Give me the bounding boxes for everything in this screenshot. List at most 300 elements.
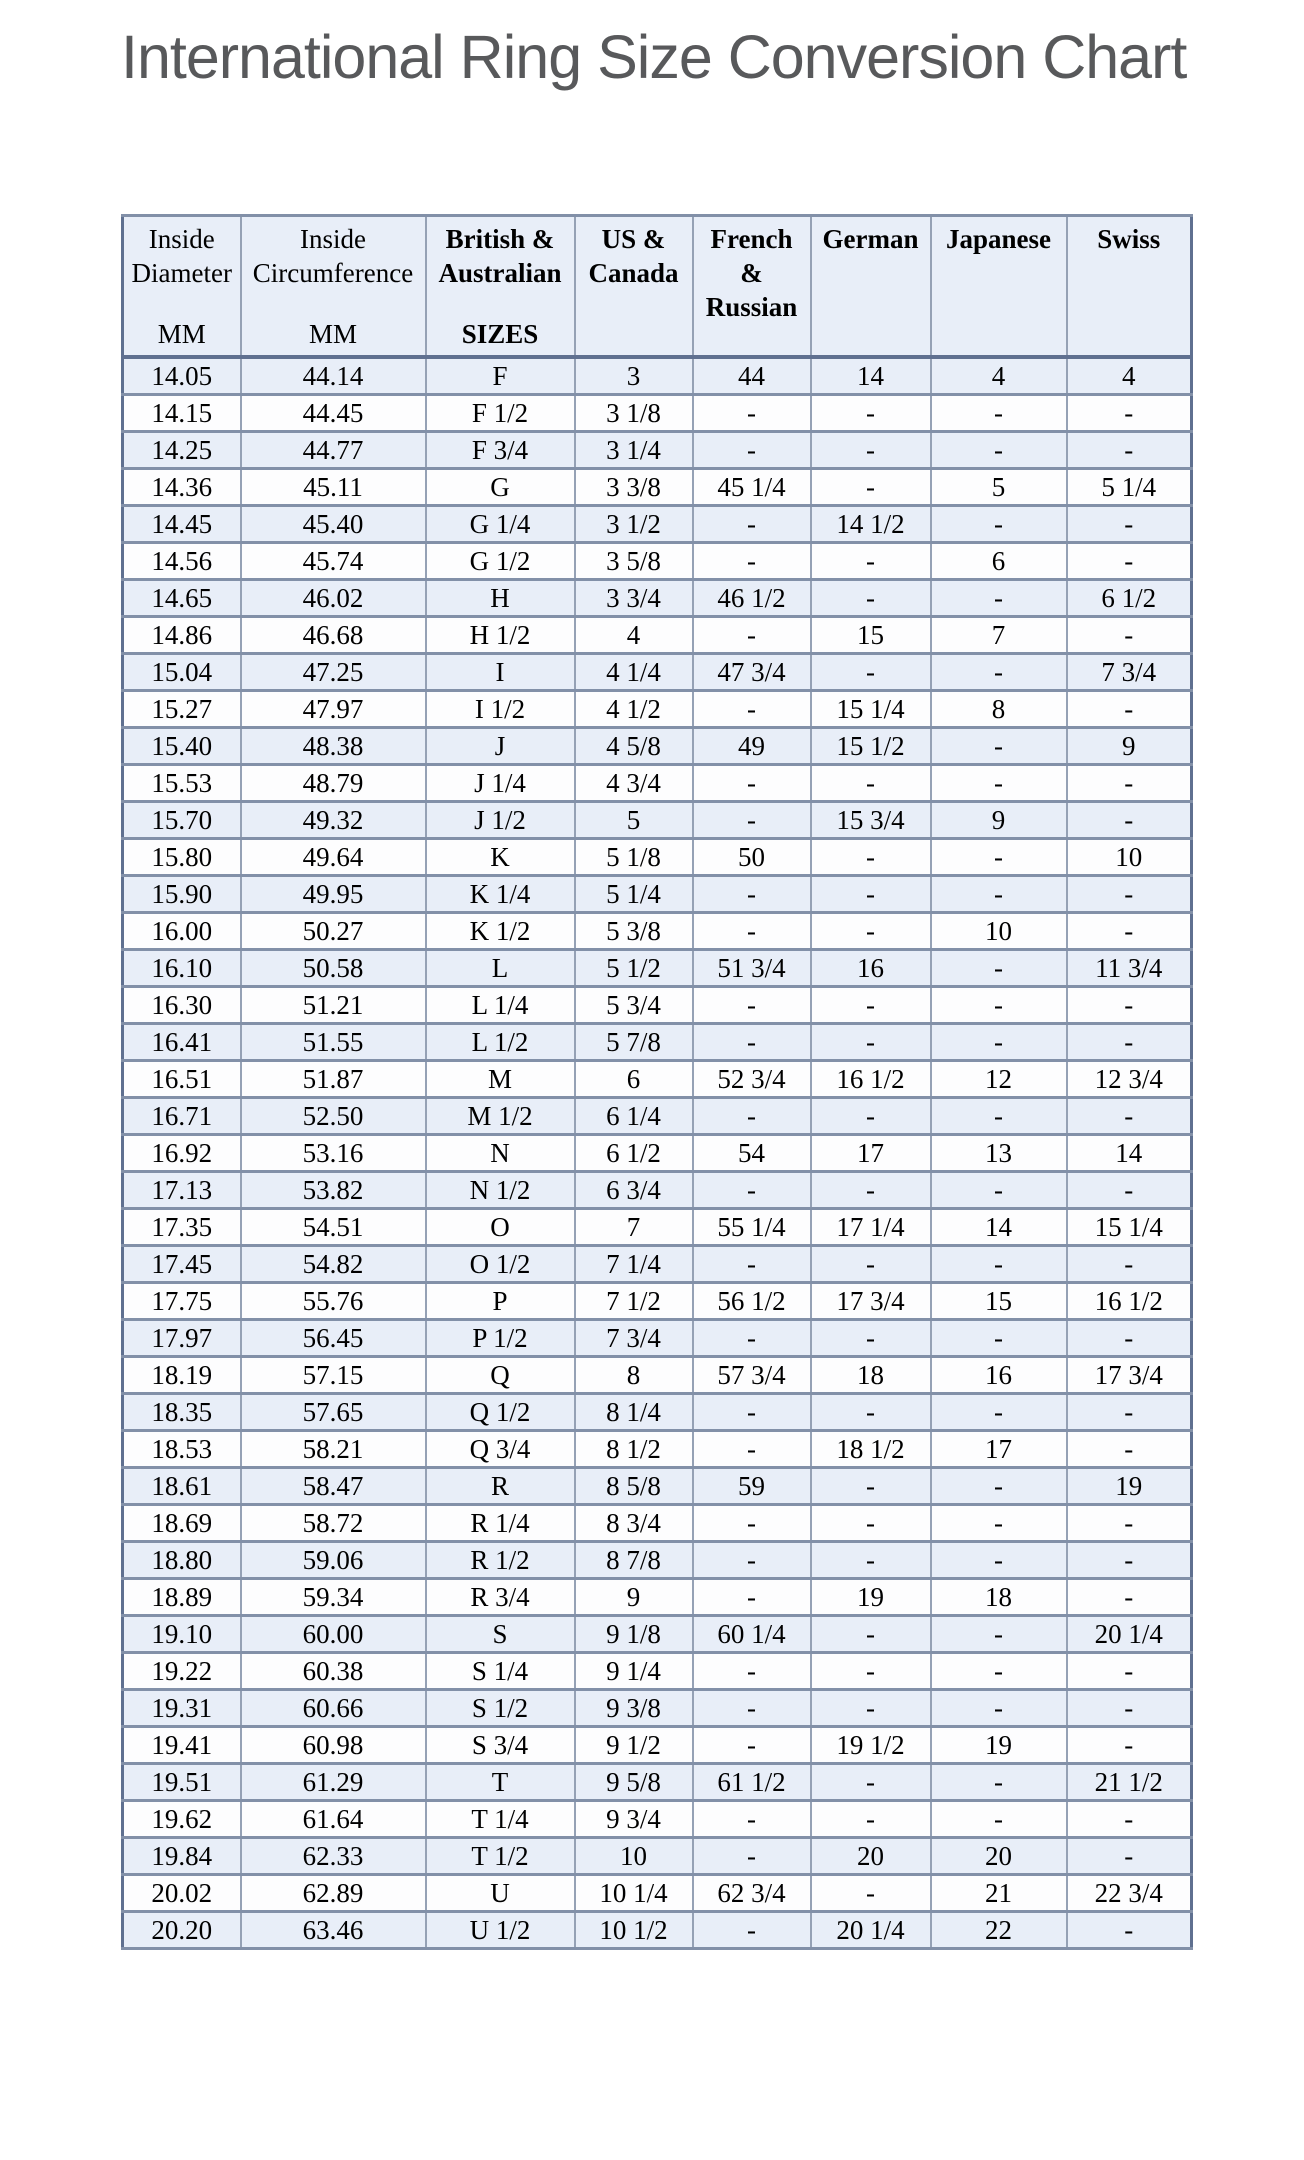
- table-cell: 16.71: [123, 1098, 241, 1135]
- table-row: [123, 1542, 1192, 1579]
- table-cell: 59.06: [241, 1542, 426, 1579]
- table-cell: 18.53: [123, 1431, 241, 1468]
- table-cell: 16.92: [123, 1135, 241, 1172]
- table-cell: 50.27: [241, 913, 426, 950]
- table-cell: -: [811, 1801, 931, 1838]
- table-cell: 50: [693, 839, 811, 876]
- table-cell: 17.97: [123, 1320, 241, 1357]
- table-cell: 13: [931, 1135, 1067, 1172]
- table-cell: 16.30: [123, 987, 241, 1024]
- table-cell: 18.35: [123, 1394, 241, 1431]
- table-cell: -: [1067, 765, 1192, 802]
- table-cell: 10: [575, 1838, 693, 1875]
- table-cell: 3 5/8: [575, 543, 693, 580]
- table-cell: 14: [931, 1209, 1067, 1246]
- table-cell: -: [693, 1024, 811, 1061]
- table-row: [123, 876, 1192, 913]
- table-cell: 19.62: [123, 1801, 241, 1838]
- table-cell: -: [931, 432, 1067, 469]
- table-cell: 3 3/8: [575, 469, 693, 506]
- table-cell: 45.74: [241, 543, 426, 580]
- table-cell: -: [931, 728, 1067, 765]
- table-cell: 15.53: [123, 765, 241, 802]
- table-cell: 46 1/2: [693, 580, 811, 617]
- table-cell: -: [1067, 1690, 1192, 1727]
- table-cell: -: [1067, 1394, 1192, 1431]
- table-row: [123, 1505, 1192, 1542]
- table-cell: 19: [811, 1579, 931, 1616]
- table-cell: 57.65: [241, 1394, 426, 1431]
- table-cell: -: [1067, 691, 1192, 728]
- column-header-label: Japanese: [945, 224, 1051, 254]
- table-cell: 18.61: [123, 1468, 241, 1505]
- column-header-label: Swiss: [1097, 224, 1161, 254]
- table-cell: 14.56: [123, 543, 241, 580]
- table-cell: 15.90: [123, 876, 241, 913]
- table-cell: 58.21: [241, 1431, 426, 1468]
- table-cell: -: [931, 987, 1067, 1024]
- table-cell: 17 1/4: [811, 1209, 931, 1246]
- table-row: [123, 1875, 1192, 1912]
- table-cell: 59: [693, 1468, 811, 1505]
- table-cell: 19 1/2: [811, 1727, 931, 1764]
- table-cell: 14.25: [123, 432, 241, 469]
- table-cell: 52.50: [241, 1098, 426, 1135]
- table-cell: 4 1/4: [575, 654, 693, 691]
- table-row: [123, 728, 1192, 765]
- column-header-label: US & Canada: [588, 224, 679, 288]
- table-cell: Q: [426, 1357, 575, 1394]
- table-cell: 17: [931, 1431, 1067, 1468]
- table-cell: -: [693, 543, 811, 580]
- table-cell: -: [693, 1320, 811, 1357]
- table-cell: 10: [1067, 839, 1192, 876]
- table-cell: 54.51: [241, 1209, 426, 1246]
- table-cell: -: [1067, 1431, 1192, 1468]
- table-cell: -: [693, 1431, 811, 1468]
- table-cell: -: [931, 1172, 1067, 1209]
- table-row: [123, 1098, 1192, 1135]
- table-cell: 6 3/4: [575, 1172, 693, 1209]
- table-cell: N: [426, 1135, 575, 1172]
- table-cell: 3 3/4: [575, 580, 693, 617]
- column-header-label: German: [822, 224, 919, 254]
- table-cell: -: [811, 1394, 931, 1431]
- table-cell: -: [931, 1505, 1067, 1542]
- table-cell: J: [426, 728, 575, 765]
- table-cell: -: [693, 1653, 811, 1690]
- table-row: [123, 617, 1192, 654]
- table-cell: 15.40: [123, 728, 241, 765]
- table-row: [123, 1320, 1192, 1357]
- column-header: [426, 216, 575, 358]
- table-cell: 20.20: [123, 1912, 241, 1949]
- table-cell: 16.51: [123, 1061, 241, 1098]
- table-cell: 15 3/4: [811, 802, 931, 839]
- table-row: [123, 1024, 1192, 1061]
- table-cell: -: [1067, 987, 1192, 1024]
- table-cell: 9: [1067, 728, 1192, 765]
- table-cell: -: [693, 765, 811, 802]
- table-cell: 22 3/4: [1067, 1875, 1192, 1912]
- table-cell: -: [693, 691, 811, 728]
- table-cell: -: [931, 1542, 1067, 1579]
- table-cell: -: [1067, 1172, 1192, 1209]
- table-cell: 3: [575, 357, 693, 395]
- table-cell: 52 3/4: [693, 1061, 811, 1098]
- table-cell: S 1/4: [426, 1653, 575, 1690]
- table-cell: -: [1067, 1653, 1192, 1690]
- table-cell: 19: [1067, 1468, 1192, 1505]
- table-cell: 44.45: [241, 395, 426, 432]
- table-row: [123, 839, 1192, 876]
- table-cell: 7: [575, 1209, 693, 1246]
- table-cell: 5 1/4: [1067, 469, 1192, 506]
- table-cell: -: [931, 506, 1067, 543]
- table-row: [123, 580, 1192, 617]
- table-cell: -: [811, 395, 931, 432]
- table-cell: -: [1067, 1505, 1192, 1542]
- table-cell: 20.02: [123, 1875, 241, 1912]
- table-cell: 9: [575, 1579, 693, 1616]
- table-cell: -: [693, 1579, 811, 1616]
- table-cell: 51 3/4: [693, 950, 811, 987]
- table-cell: -: [931, 876, 1067, 913]
- table-row: [123, 765, 1192, 802]
- table-cell: 3 1/2: [575, 506, 693, 543]
- table-cell: 7 1/2: [575, 1283, 693, 1320]
- table-cell: 17.35: [123, 1209, 241, 1246]
- table-cell: 6 1/4: [575, 1098, 693, 1135]
- table-cell: G: [426, 469, 575, 506]
- table-cell: P: [426, 1283, 575, 1320]
- table-row: [123, 950, 1192, 987]
- table-cell: 14: [811, 357, 931, 395]
- table-cell: -: [931, 950, 1067, 987]
- table-cell: 53.82: [241, 1172, 426, 1209]
- table-cell: -: [1067, 1024, 1192, 1061]
- table-cell: -: [693, 1394, 811, 1431]
- table-cell: -: [693, 987, 811, 1024]
- table-cell: 56 1/2: [693, 1283, 811, 1320]
- table-cell: 61.29: [241, 1764, 426, 1801]
- table-row: [123, 1838, 1192, 1875]
- table-cell: 8 1/4: [575, 1394, 693, 1431]
- table-cell: 6 1/2: [1067, 580, 1192, 617]
- table-cell: 4: [931, 357, 1067, 395]
- table-cell: 6: [931, 543, 1067, 580]
- table-cell: N 1/2: [426, 1172, 575, 1209]
- table-cell: -: [1067, 1727, 1192, 1764]
- table-cell: 21: [931, 1875, 1067, 1912]
- table-cell: R 3/4: [426, 1579, 575, 1616]
- table-cell: 14.65: [123, 580, 241, 617]
- table-cell: 7 1/4: [575, 1246, 693, 1283]
- table-cell: 6 1/2: [575, 1135, 693, 1172]
- table-cell: H: [426, 580, 575, 617]
- table-cell: -: [931, 654, 1067, 691]
- column-header-label: Inside Diameter: [131, 224, 232, 288]
- table-cell: -: [811, 654, 931, 691]
- table-cell: 14.45: [123, 506, 241, 543]
- table-cell: T 1/4: [426, 1801, 575, 1838]
- table-cell: 58.47: [241, 1468, 426, 1505]
- table-cell: 19.22: [123, 1653, 241, 1690]
- table-cell: 12 3/4: [1067, 1061, 1192, 1098]
- column-header-unit: MM: [157, 319, 206, 349]
- table-cell: -: [693, 1172, 811, 1209]
- table-cell: 14.86: [123, 617, 241, 654]
- table-cell: L 1/2: [426, 1024, 575, 1061]
- table-cell: 19.51: [123, 1764, 241, 1801]
- table-cell: K 1/2: [426, 913, 575, 950]
- table-cell: 51.21: [241, 987, 426, 1024]
- table-cell: 49: [693, 728, 811, 765]
- table-cell: -: [931, 1246, 1067, 1283]
- table-cell: -: [1067, 617, 1192, 654]
- table-cell: 19.31: [123, 1690, 241, 1727]
- table-cell: 18.89: [123, 1579, 241, 1616]
- table-cell: 10 1/4: [575, 1875, 693, 1912]
- table-cell: 47.25: [241, 654, 426, 691]
- table-cell: 17.45: [123, 1246, 241, 1283]
- table-cell: 60.00: [241, 1616, 426, 1653]
- table-row: [123, 432, 1192, 469]
- table-row: [123, 1061, 1192, 1098]
- table-cell: 45 1/4: [693, 469, 811, 506]
- table-cell: 53.16: [241, 1135, 426, 1172]
- table-cell: K: [426, 839, 575, 876]
- table-cell: -: [931, 765, 1067, 802]
- table-cell: J 1/2: [426, 802, 575, 839]
- table-cell: 47.97: [241, 691, 426, 728]
- table-cell: -: [1067, 1579, 1192, 1616]
- table-cell: 62 3/4: [693, 1875, 811, 1912]
- table-cell: -: [811, 1172, 931, 1209]
- table-cell: 5 1/8: [575, 839, 693, 876]
- table-cell: -: [693, 506, 811, 543]
- column-header: [241, 216, 426, 358]
- table-header: [123, 216, 1192, 358]
- table-row: [123, 1912, 1192, 1949]
- table-cell: -: [811, 1690, 931, 1727]
- table-cell: 14 1/2: [811, 506, 931, 543]
- table-cell: -: [811, 469, 931, 506]
- table-cell: -: [1067, 913, 1192, 950]
- table-row: [123, 1209, 1192, 1246]
- column-header: [811, 216, 931, 358]
- table-row: [123, 1357, 1192, 1394]
- table-cell: G 1/4: [426, 506, 575, 543]
- table-cell: 55 1/4: [693, 1209, 811, 1246]
- table-row: [123, 802, 1192, 839]
- table-cell: 10: [931, 913, 1067, 950]
- table-cell: 4 3/4: [575, 765, 693, 802]
- table-cell: -: [693, 1690, 811, 1727]
- table-cell: -: [1067, 395, 1192, 432]
- table-cell: 17 3/4: [811, 1283, 931, 1320]
- table-cell: 16 1/2: [1067, 1283, 1192, 1320]
- table-cell: 20: [931, 1838, 1067, 1875]
- table-cell: -: [1067, 1838, 1192, 1875]
- table-cell: K 1/4: [426, 876, 575, 913]
- table-cell: -: [693, 432, 811, 469]
- table-cell: 4 5/8: [575, 728, 693, 765]
- table-row: [123, 691, 1192, 728]
- table-cell: 16.00: [123, 913, 241, 950]
- table-cell: 20 1/4: [811, 1912, 931, 1949]
- table-cell: -: [931, 1320, 1067, 1357]
- table-row: [123, 1468, 1192, 1505]
- page-title: International Ring Size Conversion Chart: [121, 23, 1187, 91]
- table-cell: -: [811, 1098, 931, 1135]
- table-cell: 12: [931, 1061, 1067, 1098]
- table-cell: 49.32: [241, 802, 426, 839]
- table-cell: 8 7/8: [575, 1542, 693, 1579]
- table-cell: 50.58: [241, 950, 426, 987]
- table-cell: 15.80: [123, 839, 241, 876]
- table-cell: H 1/2: [426, 617, 575, 654]
- table-cell: -: [931, 1098, 1067, 1135]
- column-header-label: French & Russian: [705, 224, 798, 322]
- table-cell: -: [1067, 543, 1192, 580]
- table-row: [123, 357, 1192, 395]
- table-cell: -: [693, 913, 811, 950]
- column-header-unit: SIZES: [461, 319, 539, 349]
- table-cell: -: [811, 987, 931, 1024]
- table-cell: 4: [575, 617, 693, 654]
- table-cell: M: [426, 1061, 575, 1098]
- table-row: [123, 1579, 1192, 1616]
- table-cell: 18: [931, 1579, 1067, 1616]
- table-cell: U: [426, 1875, 575, 1912]
- table-cell: 3 1/8: [575, 395, 693, 432]
- table-cell: 51.87: [241, 1061, 426, 1098]
- table-cell: 18: [811, 1357, 931, 1394]
- table-cell: L: [426, 950, 575, 987]
- table-cell: -: [811, 1505, 931, 1542]
- table-cell: 6: [575, 1061, 693, 1098]
- table-cell: 18 1/2: [811, 1431, 931, 1468]
- table-row: [123, 1394, 1192, 1431]
- table-cell: -: [693, 1801, 811, 1838]
- table-cell: Q 1/2: [426, 1394, 575, 1431]
- table-cell: 15: [931, 1283, 1067, 1320]
- table-cell: 14.36: [123, 469, 241, 506]
- table-cell: 19: [931, 1727, 1067, 1764]
- table-cell: 48.38: [241, 728, 426, 765]
- table-cell: 16.41: [123, 1024, 241, 1061]
- table-row: [123, 469, 1192, 506]
- table-cell: -: [931, 1801, 1067, 1838]
- table-cell: -: [811, 1764, 931, 1801]
- table-cell: 3 1/4: [575, 432, 693, 469]
- table-cell: 5: [575, 802, 693, 839]
- table-cell: -: [931, 1764, 1067, 1801]
- table-cell: 60.98: [241, 1727, 426, 1764]
- table-cell: 62.89: [241, 1875, 426, 1912]
- table-cell: -: [693, 1505, 811, 1542]
- table-row: [123, 913, 1192, 950]
- table-cell: 20 1/4: [1067, 1616, 1192, 1653]
- table-cell: L 1/4: [426, 987, 575, 1024]
- table-cell: T: [426, 1764, 575, 1801]
- table-cell: 63.46: [241, 1912, 426, 1949]
- column-header-label: Inside Circumference: [252, 224, 414, 288]
- table-cell: 45.40: [241, 506, 426, 543]
- table-cell: 15 1/2: [811, 728, 931, 765]
- table-cell: 55.76: [241, 1283, 426, 1320]
- table-cell: 9: [931, 802, 1067, 839]
- table-cell: 15: [811, 617, 931, 654]
- table-cell: -: [931, 1394, 1067, 1431]
- table-cell: 14: [1067, 1135, 1192, 1172]
- table-cell: I 1/2: [426, 691, 575, 728]
- table-cell: -: [811, 1468, 931, 1505]
- table-cell: 44.77: [241, 432, 426, 469]
- table-cell: 59.34: [241, 1579, 426, 1616]
- table-cell: -: [811, 1246, 931, 1283]
- table-cell: 58.72: [241, 1505, 426, 1542]
- table-cell: 8 3/4: [575, 1505, 693, 1542]
- table-cell: -: [811, 839, 931, 876]
- table-cell: O 1/2: [426, 1246, 575, 1283]
- table-cell: 49.64: [241, 839, 426, 876]
- table-cell: Q 3/4: [426, 1431, 575, 1468]
- table-cell: 45.11: [241, 469, 426, 506]
- table-cell: -: [811, 1024, 931, 1061]
- table-cell: 4: [1067, 357, 1192, 395]
- table-cell: -: [693, 1246, 811, 1283]
- table-cell: 5 3/8: [575, 913, 693, 950]
- ring-size-conversion-table: [121, 214, 1193, 1950]
- table-cell: 16 1/2: [811, 1061, 931, 1098]
- table-row: [123, 395, 1192, 432]
- table-cell: -: [931, 1024, 1067, 1061]
- table-cell: -: [811, 1542, 931, 1579]
- table-cell: 8 5/8: [575, 1468, 693, 1505]
- table-cell: -: [931, 1616, 1067, 1653]
- table-cell: 20: [811, 1838, 931, 1875]
- table-cell: 44.14: [241, 357, 426, 395]
- table-cell: 7: [931, 617, 1067, 654]
- table-cell: P 1/2: [426, 1320, 575, 1357]
- table-row: [123, 654, 1192, 691]
- table-row: [123, 1431, 1192, 1468]
- column-header: [123, 216, 241, 358]
- table-cell: -: [931, 839, 1067, 876]
- table-row: [123, 1690, 1192, 1727]
- table-cell: F: [426, 357, 575, 395]
- table-cell: 15 1/4: [1067, 1209, 1192, 1246]
- table-cell: 14.05: [123, 357, 241, 395]
- table-cell: M 1/2: [426, 1098, 575, 1135]
- table-cell: 57.15: [241, 1357, 426, 1394]
- table-cell: 9 1/2: [575, 1727, 693, 1764]
- table-body: [123, 357, 1192, 1949]
- table-cell: 11 3/4: [1067, 950, 1192, 987]
- table-cell: -: [1067, 1801, 1192, 1838]
- table-cell: 49.95: [241, 876, 426, 913]
- table-cell: 15.27: [123, 691, 241, 728]
- table-cell: 17: [811, 1135, 931, 1172]
- column-header-label: British & Australian: [438, 224, 562, 288]
- table-cell: -: [1067, 432, 1192, 469]
- table-cell: 7 3/4: [1067, 654, 1192, 691]
- column-header: [931, 216, 1067, 358]
- table-cell: 51.55: [241, 1024, 426, 1061]
- table-cell: 9 5/8: [575, 1764, 693, 1801]
